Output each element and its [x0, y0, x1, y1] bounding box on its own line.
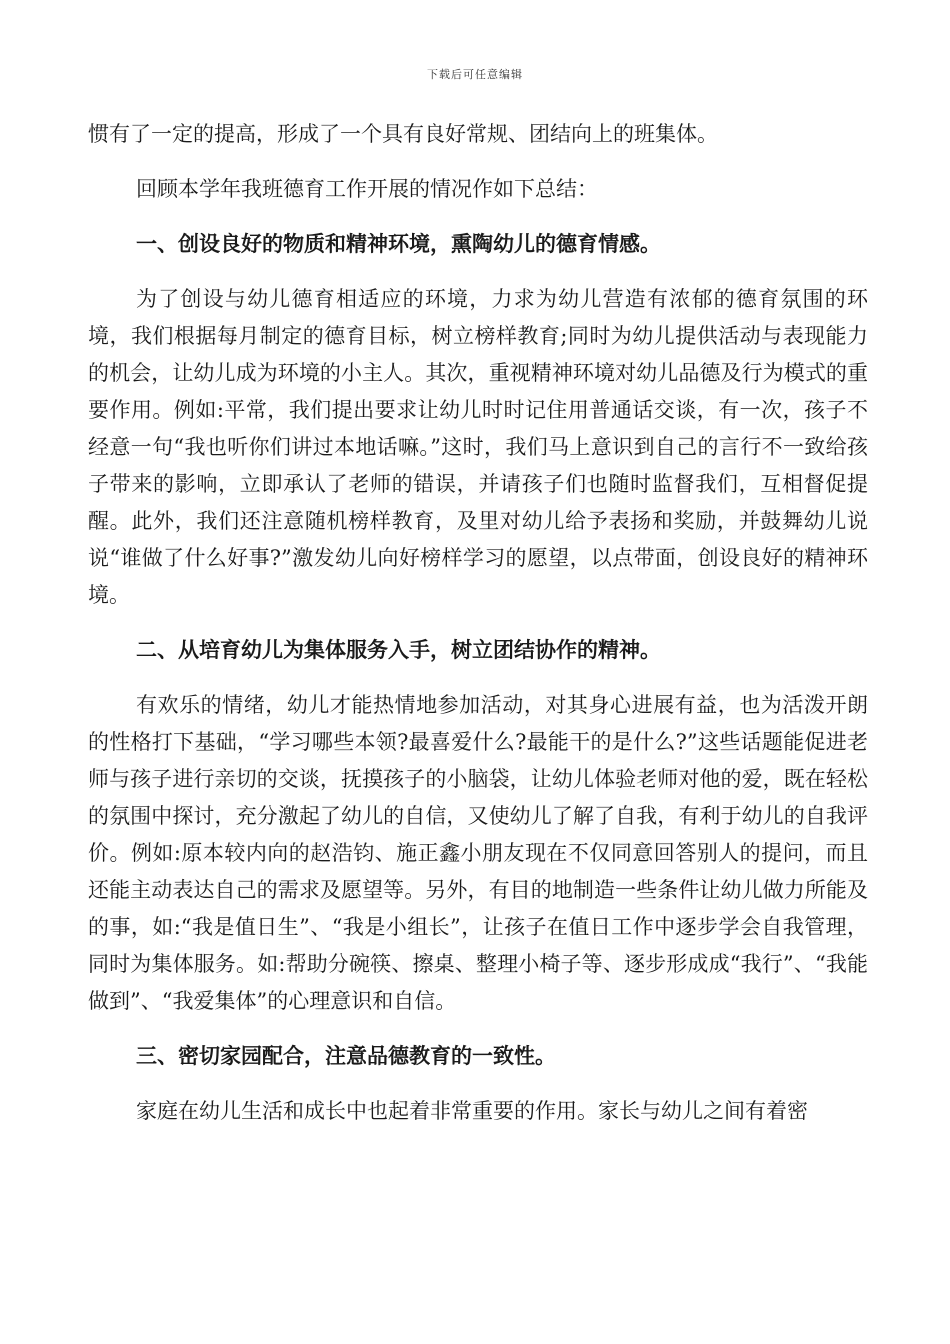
section-body-2: 有欢乐的情绪，幼儿才能热情地参加活动，对其身心进展有益，也为活泼开朗的性格打下基础，“学习哪些本领?最喜爱什么?最能干的是什么?”这些话题能促进老师与孩子进行亲切的交谈，抚摸孩子的小脑袋，让幼儿体验老师对他的爱，既在轻松的氛围中探讨，充分激起了幼儿的自信，又使幼儿了解了自我，有利于幼儿的自我评价。例如:原本较内向的赵浩钧、施正鑫小朋友现在不仅同意回答别人的提问，而且还能主动表达自己的需求及愿望等。另外，有目的地制造一些条件让幼儿做力所能及的事，如:“我是值日生”、“我是小组长”，让孩子在值日工作中逐步学会自我管理，同时为集体服务。如:帮助分碗筷、擦桌、整理小椅子等、逐步形成成“我行”、“我能做到”、“我爱集体”的心理意识和自信。: [88, 693, 868, 1013]
section-heading-3: 三、密切家园配合，注意品德教育的一致性。: [136, 1044, 556, 1068]
section-heading-1: 一、创设良好的物质和精神环境，熏陶幼儿的德育情感。: [136, 232, 661, 256]
intro-paragraph: 回顾本学年我班德育工作开展的情况作如下总结：: [136, 177, 598, 201]
section-body-1: 为了创设与幼儿德育相适应的环境，力求为幼儿营造有浓郁的德育氛围的环境，我们根据每月制定的德育目标，树立榜样教育;同时为幼儿提供活动与表现能力的机会，让幼儿成为环境的小主人。其次，重视精神环境对幼儿品德及行为模式的重要作用。例如:平常，我们提出要求让幼儿时时记住用普通话交谈，有一次，孩子不经意一句“我也听你们讲过本地话嘛。”这时，我们马上意识到自己的言行不一致给孩子带来的影响，立即承认了老师的错误，并请孩子们也随时监督我们，互相督促提醒。此外，我们还注意随机榜样教育，及里对幼儿给予表扬和奖励，并鼓舞幼儿说说“谁做了什么好事?”激发幼儿向好榜样学习的愿望，以点带面，创设良好的精神环境。: [88, 287, 868, 607]
document-body: [88, 116, 868, 1130]
header-note: 下载后可任意编辑: [427, 68, 523, 81]
section-heading-2: 二、从培育幼儿为集体服务入手，树立团结协作的精神。: [136, 638, 661, 662]
continuation-paragraph: 惯有了一定的提高，形成了一个具有良好常规、团结向上的班集体。: [88, 122, 718, 146]
section-body-3: 家庭在幼儿生活和成长中也起着非常重要的作用。家长与幼儿之间有着密: [136, 1099, 808, 1123]
